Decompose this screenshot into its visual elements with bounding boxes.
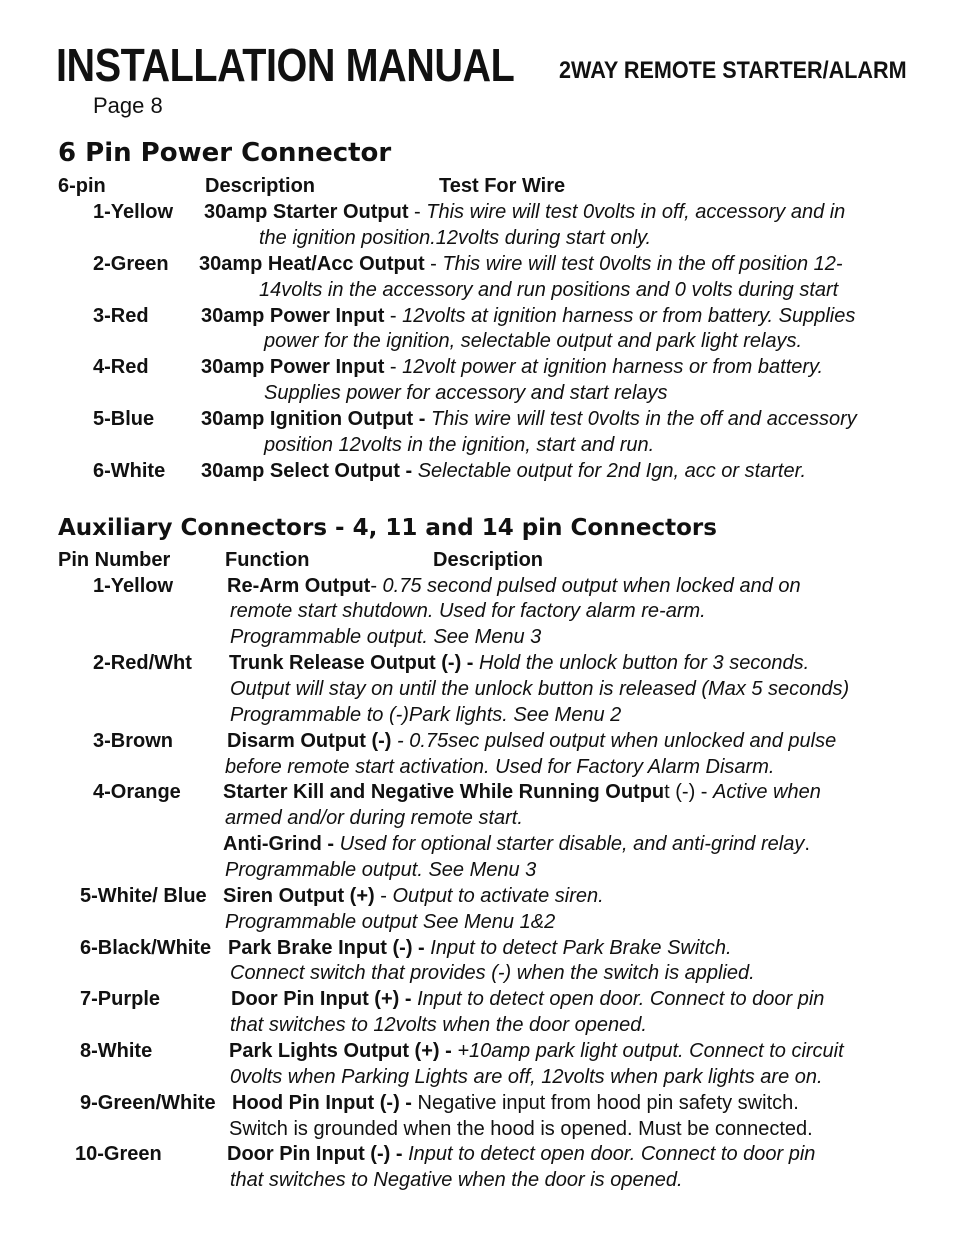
aux-row-cont: that switches to 12volts when the door opened. bbox=[230, 1014, 647, 1036]
aux-row-pin: 3-Brown bbox=[93, 730, 173, 752]
six-pin-row-desc: 30amp Heat/Acc Output - This wire will test 0volts in the off position 12- bbox=[199, 253, 843, 275]
six-pin-row-desc: 30amp Starter Output - This wire will test 0volts in off, accessory and in bbox=[204, 201, 846, 223]
six-pin-heading: 6 Pin Power Connector bbox=[58, 138, 392, 168]
aux-col-description: Description bbox=[433, 549, 544, 571]
aux-row-pin: 9-Green/White bbox=[80, 1092, 216, 1114]
aux-row-desc: Park Brake Input (-) - Input to detect Park Brake Switch. bbox=[228, 937, 732, 959]
aux-row-desc: Siren Output (+) - Output to activate siren. bbox=[223, 885, 604, 907]
aux-row-cont: Programmable output See Menu 1&2 bbox=[225, 911, 556, 933]
six-pin-row-cont: Supplies power for accessory and start relays bbox=[264, 382, 668, 404]
aux-row-desc: Starter Kill and Negative While Running Output (-) - Active when bbox=[223, 781, 821, 803]
manual-title: INSTALLATION MANUAL bbox=[56, 39, 515, 91]
aux-row-cont: Programmable output. See Menu 3 bbox=[230, 626, 542, 648]
aux-col-pin: Pin Number bbox=[58, 549, 171, 571]
page-number: Page 8 bbox=[93, 93, 163, 118]
six-pin-row-cont: the ignition position.12volts during start only. bbox=[259, 227, 652, 249]
aux-row-desc: Disarm Output (-) - 0.75sec pulsed output when unlocked and pulse bbox=[227, 730, 837, 752]
aux-row-pin: 10-Green bbox=[75, 1143, 162, 1165]
aux-row-cont: that switches to Negative when the door is opened. bbox=[230, 1169, 683, 1191]
aux-row-cont: Switch is grounded when the hood is opened. Must be connected. bbox=[229, 1118, 813, 1140]
six-pin-row-pin: 1-Yellow bbox=[93, 201, 174, 223]
aux-row-cont: remote start shutdown. Used for factory alarm re-arm. bbox=[230, 600, 706, 622]
six-pin-row-cont: power for the ignition, selectable output and park light relays. bbox=[264, 330, 803, 352]
six-pin-col-test: Test For Wire bbox=[439, 175, 566, 197]
aux-row-desc: Park Lights Output (+) - +10amp park light output. Connect to circuit bbox=[229, 1040, 844, 1062]
aux-row-cont: before remote start activation. Used for Factory Alarm Disarm. bbox=[225, 756, 775, 778]
aux-col-function: Function bbox=[225, 549, 310, 571]
product-subtitle: 2WAY REMOTE STARTER/ALARM bbox=[559, 57, 907, 84]
six-pin-row-pin: 5-Blue bbox=[93, 408, 155, 430]
six-pin-col-description: Description bbox=[205, 175, 316, 197]
six-pin-row-desc: 30amp Power Input - 12volt power at ignition harness or from battery. bbox=[201, 356, 824, 378]
aux-row-pin: 4-Orange bbox=[93, 781, 181, 803]
aux-row-pin: 6-Black/White bbox=[80, 937, 212, 959]
aux-row-desc: Anti-Grind - Used for optional starter disable, and anti-grind relay. bbox=[223, 833, 810, 855]
aux-row-desc: Re-Arm Output- 0.75 second pulsed output when locked and on bbox=[227, 575, 801, 597]
aux-row-desc: Door Pin Input (+) - Input to detect open door. Connect to door pin bbox=[231, 988, 825, 1010]
six-pin-row-pin: 6-White bbox=[93, 460, 166, 482]
aux-row-pin: 2-Red/Wht bbox=[93, 652, 192, 674]
aux-row-pin: 7-Purple bbox=[80, 988, 161, 1010]
aux-row-cont: armed and/or during remote start. bbox=[225, 807, 523, 829]
aux-row-desc: Trunk Release Output (-) - Hold the unlock button for 3 seconds. bbox=[229, 652, 810, 674]
six-pin-row-cont: position 12volts in the ignition, start and run. bbox=[264, 434, 655, 456]
six-pin-col-pin: 6-pin bbox=[58, 175, 106, 197]
aux-row-desc: Hood Pin Input (-) - Negative input from hood pin safety switch. bbox=[232, 1092, 799, 1114]
six-pin-row-desc: 30amp Select Output - Selectable output for 2nd Ign, acc or starter. bbox=[201, 460, 807, 482]
aux-row-desc: Door Pin Input (-) - Input to detect open door. Connect to door pin bbox=[227, 1143, 816, 1165]
aux-row-cont: Output will stay on until the unlock button is released (Max 5 seconds) bbox=[230, 678, 850, 700]
aux-row-cont: Programmable output. See Menu 3 bbox=[225, 859, 537, 881]
aux-row-cont: 0volts when Parking Lights are off, 12volts when park lights are on. bbox=[230, 1066, 823, 1088]
six-pin-row-pin: 3-Red bbox=[93, 305, 149, 327]
six-pin-row-desc: 30amp Ignition Output - This wire will test 0volts in the off and accessory bbox=[201, 408, 857, 430]
six-pin-row-desc: 30amp Power Input - 12volts at ignition harness or from battery. Supplies bbox=[201, 305, 856, 327]
aux-row-cont: Programmable to (-)Park lights. See Menu 2 bbox=[230, 704, 622, 726]
aux-row-cont: Connect switch that provides (-) when the switch is applied. bbox=[230, 962, 755, 984]
six-pin-row-cont: 14volts in the accessory and run positions and 0 volts during start bbox=[259, 279, 839, 301]
aux-heading: Auxiliary Connectors - 4, 11 and 14 pin Connectors bbox=[58, 515, 717, 541]
aux-row-pin: 8-White bbox=[80, 1040, 153, 1062]
six-pin-row-pin: 4-Red bbox=[93, 356, 149, 378]
six-pin-row-pin: 2-Green bbox=[93, 253, 169, 275]
aux-row-pin: 1-Yellow bbox=[93, 575, 174, 597]
aux-row-pin: 5-White/ Blue bbox=[80, 885, 207, 907]
